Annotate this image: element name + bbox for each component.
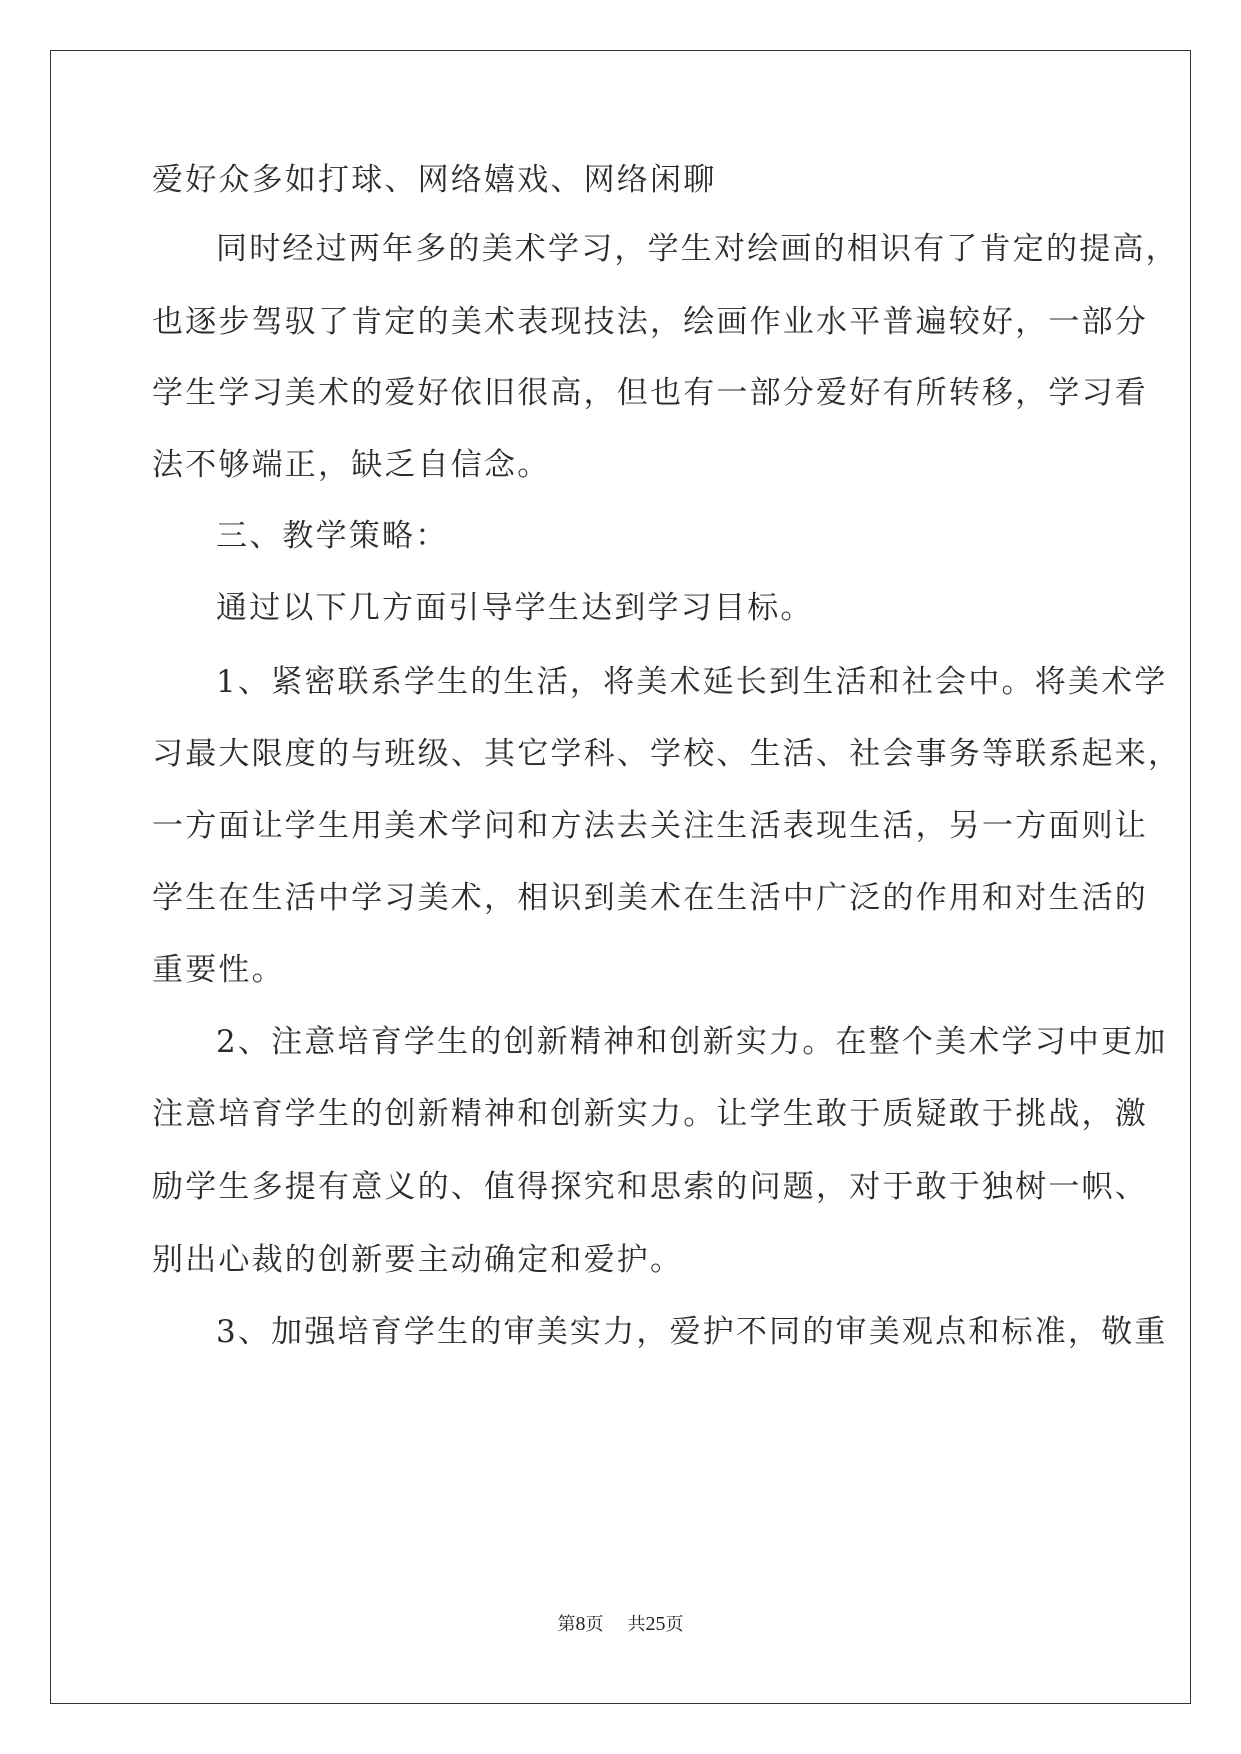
paragraph-start: 2、注意培育学生的创新精神和创新实力。在整个美术学习中更加 [216, 1024, 1168, 1060]
total-pages: 25 [645, 1613, 666, 1635]
paragraph-start: 1、紧密联系学生的生活，将美术延长到生活和社会中。将美术学 [216, 664, 1168, 700]
text-line: 习最大限度的与班级、其它学科、学校、生活、社会事务等联系起来， [152, 736, 1182, 772]
page-footer [0, 1612, 1241, 1637]
total-prefix: 共 [627, 1614, 646, 1635]
text-line: 爱好众多如打球、网络嬉戏、网络闲聊 [152, 162, 717, 198]
paragraph-start: 3、加强培育学生的审美实力，爱护不同的审美观点和标准，敬重 [216, 1314, 1168, 1350]
total-suffix: 页 [665, 1614, 684, 1635]
page-number: 8 [575, 1613, 586, 1635]
text-line: 法不够端正，缺乏自信念。 [152, 447, 551, 483]
page-suffix: 页 [585, 1614, 604, 1635]
text-line: 别出心裁的创新要主动确定和爱护。 [152, 1242, 684, 1278]
section-heading: 三、教学策略： [216, 518, 449, 554]
text-line: 励学生多提有意义的、值得探究和思索的问题，对于敢于独树一帜、 [152, 1169, 1148, 1205]
text-line: 也逐步驾驭了肯定的美术表现技法，绘画作业水平普遍较好，一部分 [152, 304, 1148, 340]
text-line: 学生在生活中学习美术，相识到美术在生活中广泛的作用和对生活的 [152, 880, 1148, 916]
text-line: 重要性。 [152, 952, 285, 988]
text-line: 注意培育学生的创新精神和创新实力。让学生敢于质疑敢于挑战，激 [152, 1096, 1148, 1132]
page-prefix: 第 [557, 1614, 576, 1635]
page-border [50, 50, 1191, 1704]
text-line: 一方面让学生用美术学问和方法去关注生活表现生活，另一方面则让 [152, 808, 1148, 844]
text-line: 学生学习美术的爱好依旧很高，但也有一部分爱好有所转移，学习看 [152, 375, 1148, 411]
paragraph-start: 同时经过两年多的美术学习，学生对绘画的相识有了肯定的提高， [216, 231, 1179, 267]
paragraph-start: 通过以下几方面引导学生达到学习目标。 [216, 590, 814, 626]
